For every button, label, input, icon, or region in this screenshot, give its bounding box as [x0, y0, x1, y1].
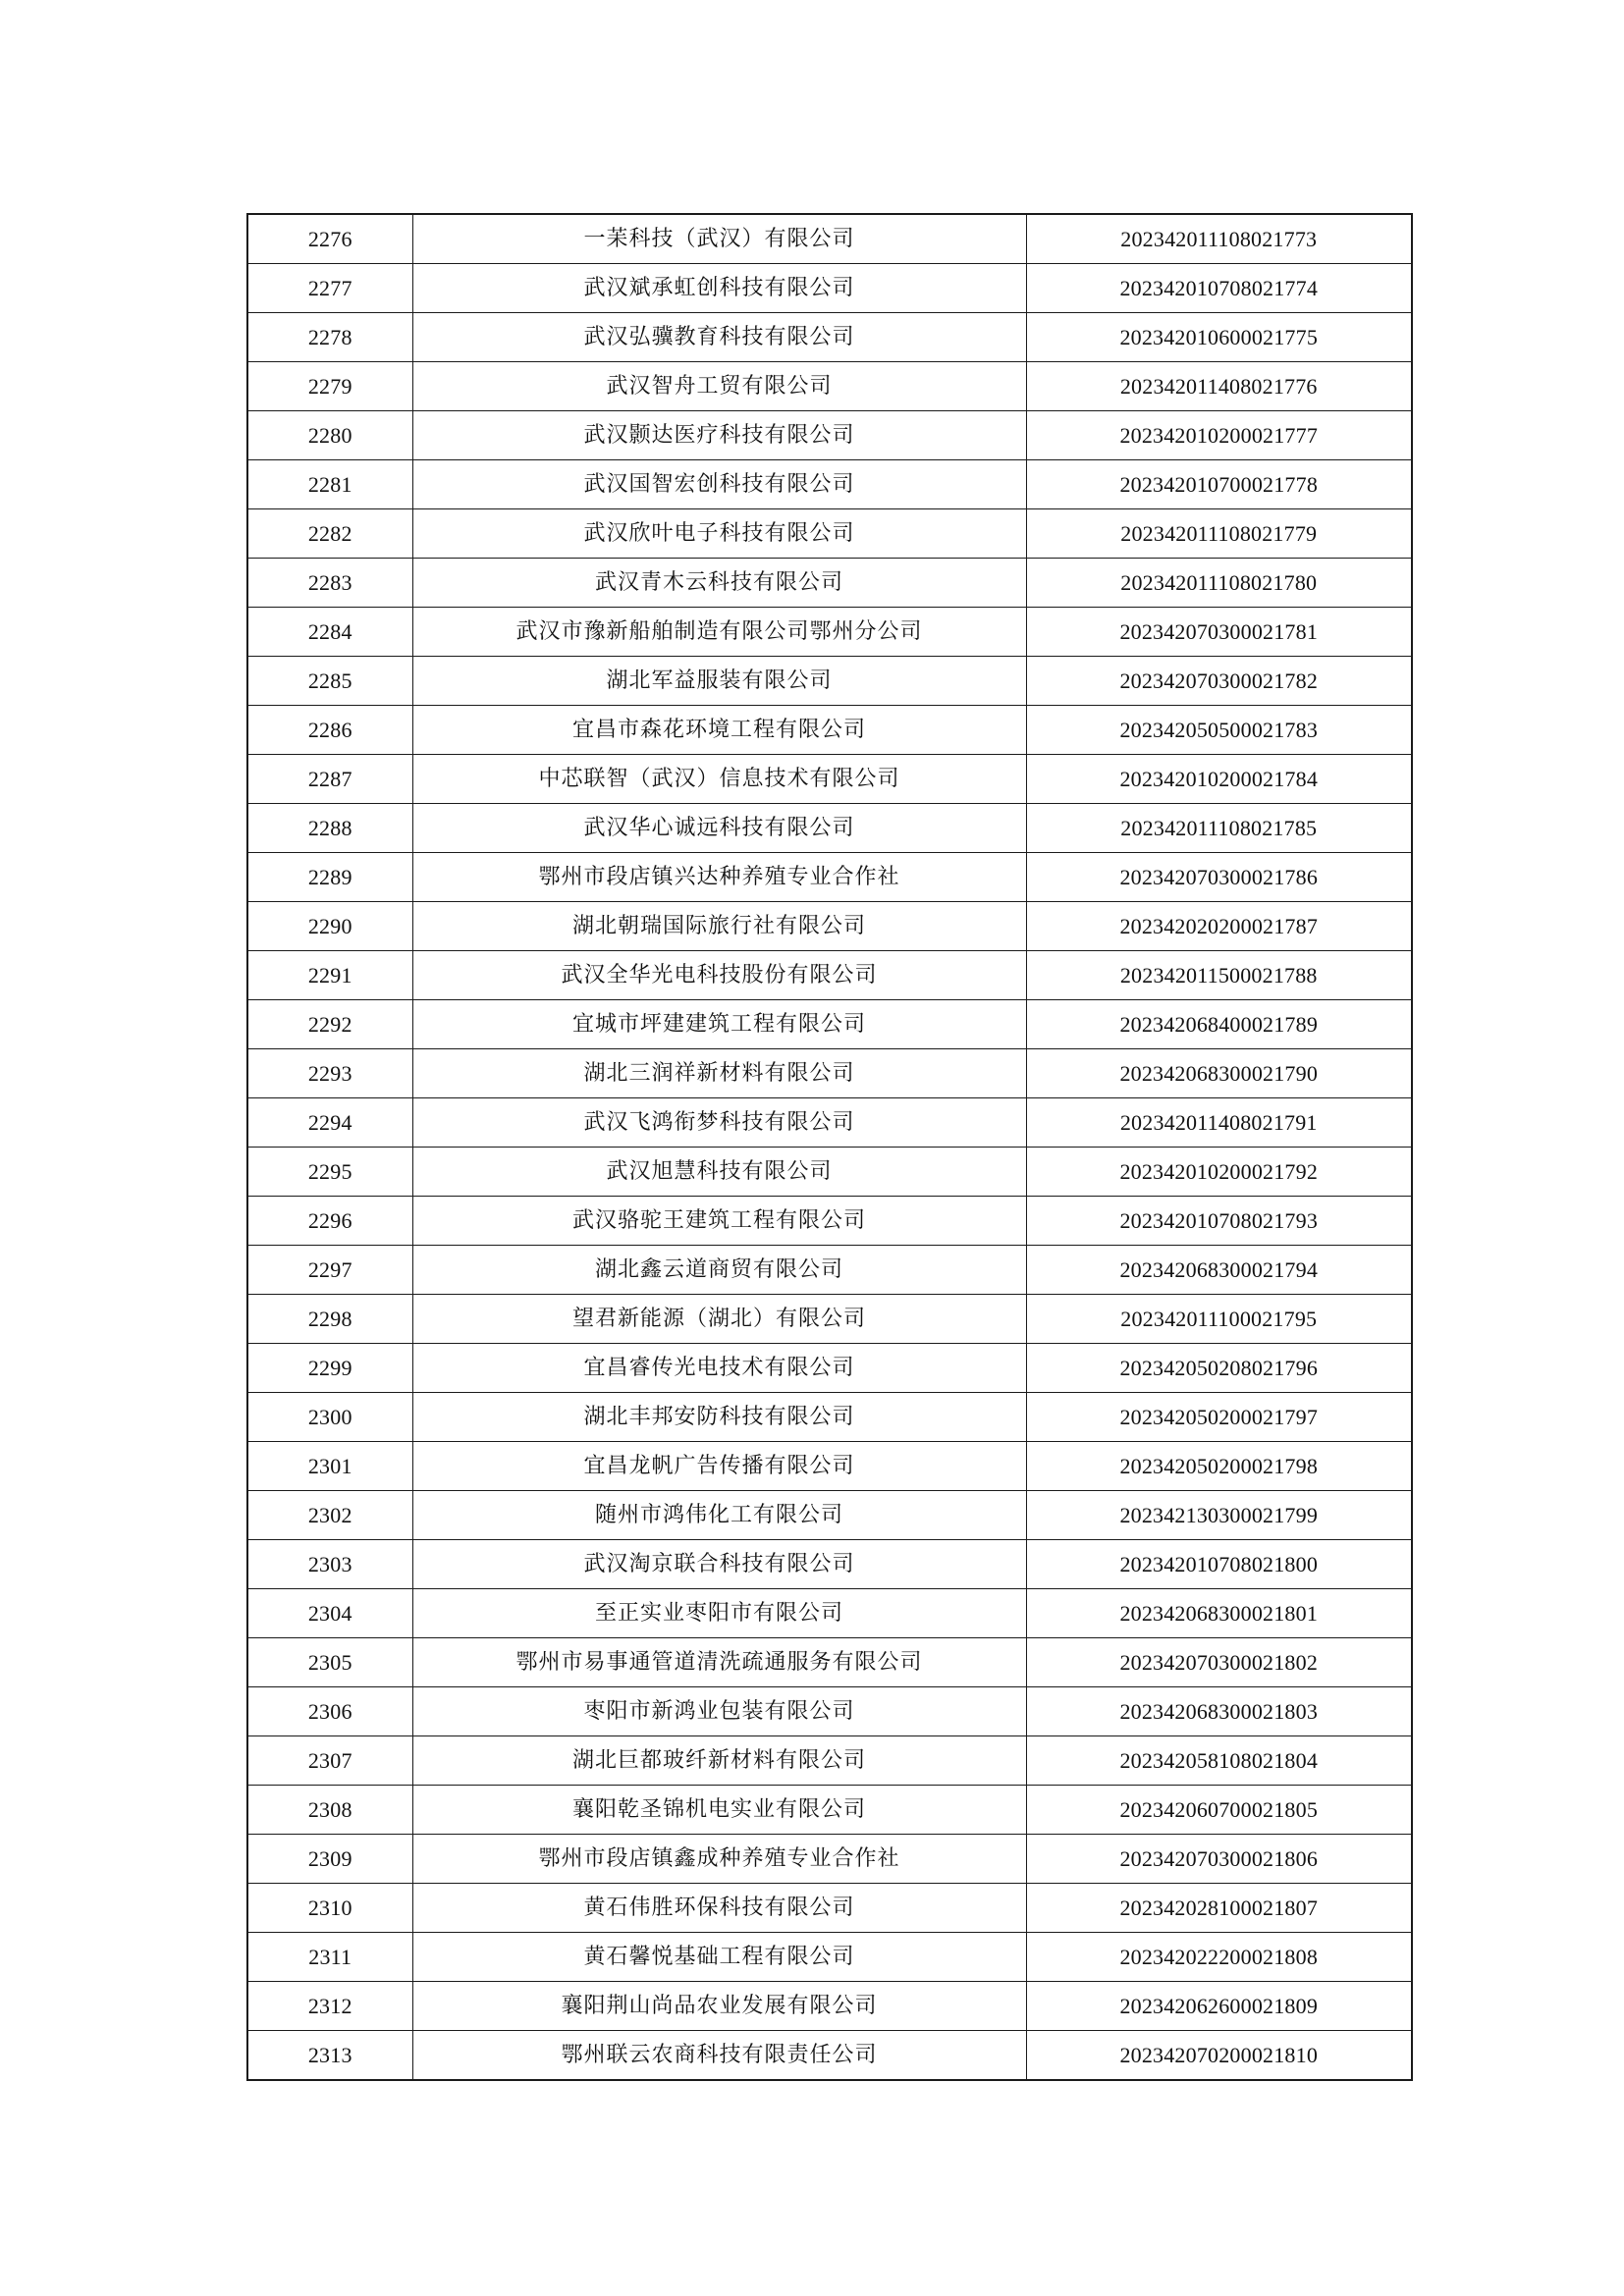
table-row	[247, 1884, 1412, 1933]
registration-code-cell: 202342058108021804	[1026, 1736, 1412, 1786]
table-row	[247, 264, 1412, 313]
row-number-cell: 2281	[247, 460, 412, 509]
row-number-cell: 2280	[247, 411, 412, 460]
row-number-cell: 2293	[247, 1049, 412, 1098]
company-name-cell: 武汉颢达医疗科技有限公司	[412, 411, 1026, 460]
registration-code-cell: 202342010708021774	[1026, 264, 1412, 313]
registration-code-cell: 202342011500021788	[1026, 951, 1412, 1000]
row-number-cell: 2294	[247, 1098, 412, 1148]
company-name-cell: 武汉淘京联合科技有限公司	[412, 1540, 1026, 1589]
table-row	[247, 1148, 1412, 1197]
table-row	[247, 559, 1412, 608]
row-number-cell: 2278	[247, 313, 412, 362]
company-name-cell: 中芯联智（武汉）信息技术有限公司	[412, 755, 1026, 804]
company-name-cell: 宜昌龙帆广告传播有限公司	[412, 1442, 1026, 1491]
company-name-cell: 鄂州市易事通管道清洗疏通服务有限公司	[412, 1638, 1026, 1687]
row-number-cell: 2303	[247, 1540, 412, 1589]
row-number-cell: 2308	[247, 1786, 412, 1835]
registration-code-cell: 202342010200021792	[1026, 1148, 1412, 1197]
table-row	[247, 1589, 1412, 1638]
table-row	[247, 608, 1412, 657]
registration-code-cell: 202342130300021799	[1026, 1491, 1412, 1540]
table-row	[247, 313, 1412, 362]
company-name-cell: 武汉青木云科技有限公司	[412, 559, 1026, 608]
registration-code-cell: 202342050200021797	[1026, 1393, 1412, 1442]
row-number-cell: 2298	[247, 1295, 412, 1344]
registration-code-cell: 202342011108021785	[1026, 804, 1412, 853]
registration-code-cell: 202342068300021803	[1026, 1687, 1412, 1736]
company-name-cell: 鄂州市段店镇鑫成种养殖专业合作社	[412, 1835, 1026, 1884]
registration-code-cell: 202342068300021794	[1026, 1246, 1412, 1295]
table-row	[247, 902, 1412, 951]
table-row	[247, 362, 1412, 411]
company-name-cell: 望君新能源（湖北）有限公司	[412, 1295, 1026, 1344]
table-row	[247, 214, 1412, 264]
company-name-cell: 武汉国智宏创科技有限公司	[412, 460, 1026, 509]
row-number-cell: 2301	[247, 1442, 412, 1491]
registration-code-cell: 202342011408021791	[1026, 1098, 1412, 1148]
table-row	[247, 706, 1412, 755]
table-row	[247, 1540, 1412, 1589]
table-row	[247, 853, 1412, 902]
row-number-cell: 2285	[247, 657, 412, 706]
table-row	[247, 1000, 1412, 1049]
row-number-cell: 2284	[247, 608, 412, 657]
row-number-cell: 2289	[247, 853, 412, 902]
row-number-cell: 2291	[247, 951, 412, 1000]
table-row	[247, 1344, 1412, 1393]
row-number-cell: 2276	[247, 214, 412, 264]
registration-code-cell: 202342050500021783	[1026, 706, 1412, 755]
company-name-cell: 武汉旭慧科技有限公司	[412, 1148, 1026, 1197]
row-number-cell: 2310	[247, 1884, 412, 1933]
registry-table-body	[247, 214, 1412, 2080]
table-row	[247, 657, 1412, 706]
row-number-cell: 2287	[247, 755, 412, 804]
row-number-cell: 2279	[247, 362, 412, 411]
row-number-cell: 2305	[247, 1638, 412, 1687]
company-name-cell: 湖北鑫云道商贸有限公司	[412, 1246, 1026, 1295]
registration-code-cell: 202342070300021782	[1026, 657, 1412, 706]
registration-code-cell: 202342011408021776	[1026, 362, 1412, 411]
registration-code-cell: 202342010708021800	[1026, 1540, 1412, 1589]
table-row	[247, 1982, 1412, 2031]
company-name-cell: 襄阳乾圣锦机电实业有限公司	[412, 1786, 1026, 1835]
row-number-cell: 2304	[247, 1589, 412, 1638]
table-row	[247, 1491, 1412, 1540]
table-row	[247, 1197, 1412, 1246]
registration-code-cell: 202342028100021807	[1026, 1884, 1412, 1933]
table-row	[247, 1442, 1412, 1491]
company-name-cell: 湖北三润祥新材料有限公司	[412, 1049, 1026, 1098]
registration-code-cell: 202342070300021781	[1026, 608, 1412, 657]
company-name-cell: 黄石伟胜环保科技有限公司	[412, 1884, 1026, 1933]
registration-code-cell: 202342060700021805	[1026, 1786, 1412, 1835]
row-number-cell: 2282	[247, 509, 412, 559]
table-row	[247, 411, 1412, 460]
company-name-cell: 武汉斌承虹创科技有限公司	[412, 264, 1026, 313]
registration-code-cell: 202342050208021796	[1026, 1344, 1412, 1393]
company-name-cell: 武汉智舟工贸有限公司	[412, 362, 1026, 411]
table-row	[247, 1295, 1412, 1344]
table-row	[247, 1393, 1412, 1442]
company-name-cell: 鄂州市段店镇兴达种养殖专业合作社	[412, 853, 1026, 902]
company-name-cell: 至正实业枣阳市有限公司	[412, 1589, 1026, 1638]
company-name-cell: 枣阳市新鸿业包装有限公司	[412, 1687, 1026, 1736]
company-name-cell: 武汉飞鸿衔梦科技有限公司	[412, 1098, 1026, 1148]
registration-code-cell: 202342068400021789	[1026, 1000, 1412, 1049]
registration-code-cell: 202342011108021780	[1026, 559, 1412, 608]
table-row	[247, 1098, 1412, 1148]
table-row	[247, 509, 1412, 559]
row-number-cell: 2286	[247, 706, 412, 755]
registration-code-cell: 202342020200021787	[1026, 902, 1412, 951]
row-number-cell: 2309	[247, 1835, 412, 1884]
row-number-cell: 2297	[247, 1246, 412, 1295]
row-number-cell: 2290	[247, 902, 412, 951]
table-row	[247, 460, 1412, 509]
row-number-cell: 2306	[247, 1687, 412, 1736]
registration-code-cell: 202342010700021778	[1026, 460, 1412, 509]
registration-code-cell: 202342070300021806	[1026, 1835, 1412, 1884]
registration-code-cell: 202342010200021777	[1026, 411, 1412, 460]
row-number-cell: 2292	[247, 1000, 412, 1049]
company-name-cell: 宜昌睿传光电技术有限公司	[412, 1344, 1026, 1393]
row-number-cell: 2311	[247, 1933, 412, 1982]
row-number-cell: 2288	[247, 804, 412, 853]
company-name-cell: 宜昌市森花环境工程有限公司	[412, 706, 1026, 755]
table-row	[247, 1736, 1412, 1786]
registration-code-cell: 202342011108021773	[1026, 214, 1412, 264]
table-row	[247, 804, 1412, 853]
row-number-cell: 2277	[247, 264, 412, 313]
registration-code-cell: 202342011100021795	[1026, 1295, 1412, 1344]
registration-code-cell: 202342010200021784	[1026, 755, 1412, 804]
company-name-cell: 武汉华心诚远科技有限公司	[412, 804, 1026, 853]
company-name-cell: 武汉市豫新船舶制造有限公司鄂州分公司	[412, 608, 1026, 657]
company-registry-table	[246, 213, 1413, 2081]
company-name-cell: 一苿科技（武汉）有限公司	[412, 214, 1026, 264]
table-row	[247, 1687, 1412, 1736]
company-name-cell: 宜城市坪建建筑工程有限公司	[412, 1000, 1026, 1049]
table-row	[247, 755, 1412, 804]
table-row	[247, 1246, 1412, 1295]
registration-code-cell: 202342070200021810	[1026, 2031, 1412, 2081]
registration-code-cell: 202342068300021790	[1026, 1049, 1412, 1098]
registration-code-cell: 202342070300021802	[1026, 1638, 1412, 1687]
company-name-cell: 湖北朝瑞国际旅行社有限公司	[412, 902, 1026, 951]
row-number-cell: 2307	[247, 1736, 412, 1786]
table-row	[247, 1638, 1412, 1687]
company-name-cell: 襄阳荆山尚品农业发展有限公司	[412, 1982, 1026, 2031]
registration-code-cell: 202342062600021809	[1026, 1982, 1412, 2031]
company-name-cell: 武汉欣叶电子科技有限公司	[412, 509, 1026, 559]
table-row	[247, 2031, 1412, 2081]
registration-code-cell: 202342011108021779	[1026, 509, 1412, 559]
company-name-cell: 随州市鸿伟化工有限公司	[412, 1491, 1026, 1540]
row-number-cell: 2283	[247, 559, 412, 608]
company-name-cell: 鄂州联云农商科技有限责任公司	[412, 2031, 1026, 2081]
row-number-cell: 2313	[247, 2031, 412, 2081]
registration-code-cell: 202342022200021808	[1026, 1933, 1412, 1982]
row-number-cell: 2299	[247, 1344, 412, 1393]
company-name-cell: 湖北丰邦安防科技有限公司	[412, 1393, 1026, 1442]
row-number-cell: 2302	[247, 1491, 412, 1540]
row-number-cell: 2295	[247, 1148, 412, 1197]
registration-code-cell: 202342050200021798	[1026, 1442, 1412, 1491]
row-number-cell: 2300	[247, 1393, 412, 1442]
company-name-cell: 武汉全华光电科技股份有限公司	[412, 951, 1026, 1000]
table-row	[247, 1933, 1412, 1982]
row-number-cell: 2312	[247, 1982, 412, 2031]
company-name-cell: 黄石馨悦基础工程有限公司	[412, 1933, 1026, 1982]
registration-code-cell: 202342010600021775	[1026, 313, 1412, 362]
row-number-cell: 2296	[247, 1197, 412, 1246]
company-name-cell: 武汉骆驼王建筑工程有限公司	[412, 1197, 1026, 1246]
registration-code-cell: 202342068300021801	[1026, 1589, 1412, 1638]
company-name-cell: 湖北巨都玻纤新材料有限公司	[412, 1736, 1026, 1786]
table-row	[247, 1049, 1412, 1098]
company-name-cell: 湖北军益服装有限公司	[412, 657, 1026, 706]
registration-code-cell: 202342070300021786	[1026, 853, 1412, 902]
company-name-cell: 武汉弘骥教育科技有限公司	[412, 313, 1026, 362]
table-row	[247, 951, 1412, 1000]
table-row	[247, 1786, 1412, 1835]
registration-code-cell: 202342010708021793	[1026, 1197, 1412, 1246]
table-row	[247, 1835, 1412, 1884]
